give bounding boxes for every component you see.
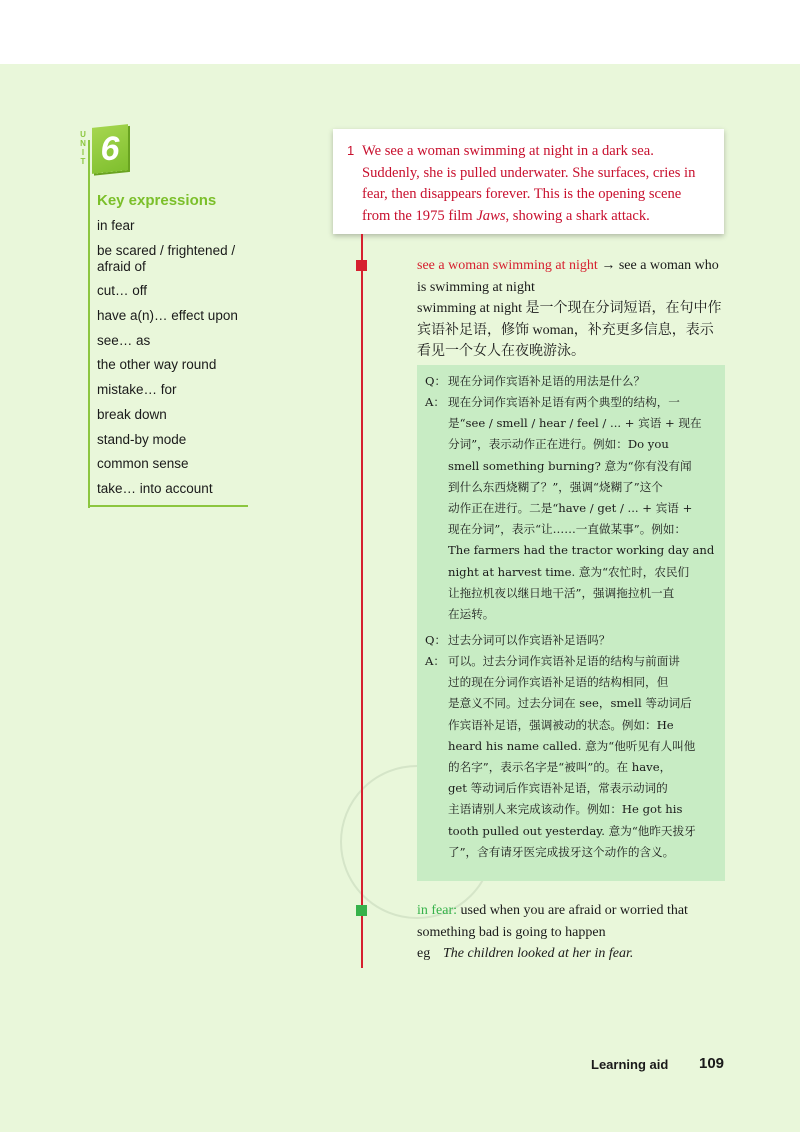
- key-expression-item: the other way round: [97, 357, 217, 373]
- key-expression-item: have a(n)… effect upon: [97, 308, 238, 324]
- quote-box: [333, 129, 724, 234]
- key-expressions-list: [97, 218, 249, 506]
- key-expression-item: stand-by mode: [97, 431, 187, 447]
- footer-section-label: Learning aid: [591, 1057, 669, 1072]
- quote-number: 1: [347, 143, 355, 158]
- note-definition: used when you are afraid or worried that something bad is going to happen: [417, 903, 688, 940]
- key-expression-item: break down: [97, 406, 167, 422]
- unit-badge: [77, 126, 133, 176]
- annotation-line: [361, 234, 363, 968]
- film-title: Jaws: [476, 207, 506, 224]
- key-expression-item: cut… off: [97, 283, 148, 299]
- quote-text: We see a woman swimming at night in a dark sea. Suddenly, she is pulled underwater. She surfaces, cries in fear, then disappears forever. This is the opening scene from the 1975 film Jaws, showing a shark attack.: [362, 143, 696, 224]
- key-expression-item: common sense: [97, 456, 189, 472]
- note-marker-red: [356, 260, 367, 271]
- example-label: eg: [417, 946, 431, 961]
- key-expression-item: in fear: [97, 218, 135, 233]
- unit-number: 6: [100, 130, 120, 168]
- note-term: see a woman swimming at night: [417, 258, 598, 273]
- note-marker-green: [356, 905, 367, 916]
- key-expressions-title: Key expressions: [97, 192, 217, 209]
- note-see-swimming: see a woman swimming at night → see a woman who is swimming at night swimming at night 是一个现在分词短语，在句中作宾语补足语，修饰 woman，补充更多信息，表示看见一个女人在夜晚游泳。: [417, 258, 722, 359]
- qa-box: Q： 现在分词作宾语补足语的用法是什么？ A： 现在分词作宾语补足语有两个典型的结构，一 是“see / smell / hear / feel / ... + 宾语 + 现在 分词”，表示动作正在进行。例如：Do you smell something burning? 意为“你有没有闻 到什么东西烧糊了？”，强调“烧糊了”这个 动作正在进行。二是“have / get / ... + 宾语 + 现在分词”，表示“让……一直做某事”。例如： The farmers had the tractor working day and night at harvest time. 意为“农忙时，农民们 让拖拉机夜以继日地干活”，强调拖拉机一直 在运转。 Q： 过去分词可以作宾语补足语吗？ A： 可以。过去分词作宾语补足语的结构与前面讲 过的现在分词作宾语补足语的结构相同，但 是意义不同。过去分词在 see，smell 等动词后 作宾语补足语，强调被动的状态。例如：He heard his name called. 意为“他听见有人叫他 的名字”，表示名字是“被叫”的。在 have， get 等动词后作宾语补足语，常表示动词的 主语请别人来完成该动作。例如：He got his tooth pulled out yesterday. 意为“他昨天拔牙 了”，含有请牙医完成拔牙这个动作的含义。: [417, 365, 725, 881]
- note-in-fear: [417, 900, 725, 965]
- example-sentence: The children looked at her in fear.: [443, 946, 634, 961]
- page-number: 109: [699, 1055, 725, 1072]
- unit-label: U N I T: [80, 130, 86, 166]
- key-expression-item: see… as: [97, 332, 151, 348]
- note-explanation: swimming at night 是一个现在分词短语，在句中作宾语补足语，修饰 woman，补充更多信息，表示看见一个女人在夜晚游泳。: [417, 301, 722, 359]
- key-expression-item: be scared / frightened / afraid of: [97, 242, 236, 274]
- key-expression-item: take… into account: [97, 480, 213, 496]
- sidebar-vertical-rule: [88, 140, 90, 508]
- note-term: in fear:: [417, 903, 458, 918]
- key-expression-item: mistake… for: [97, 382, 177, 398]
